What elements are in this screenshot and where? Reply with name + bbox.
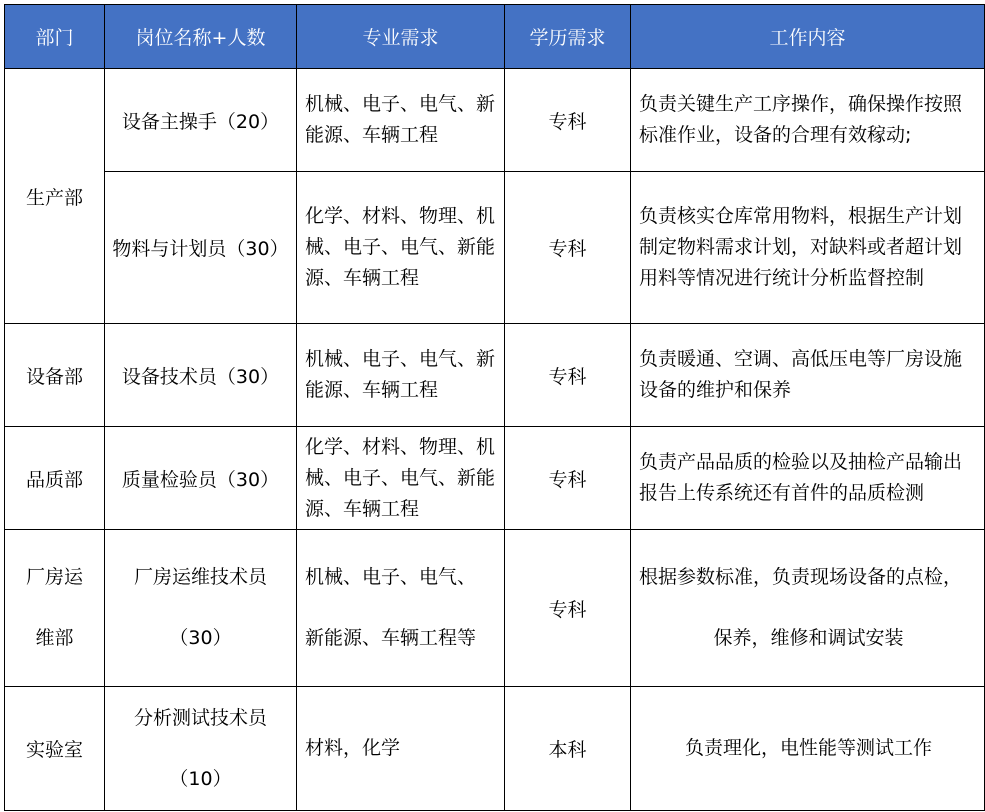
work-line: 根据参数标准，负责现场设备的点检， bbox=[639, 566, 963, 588]
table-row bbox=[5, 687, 985, 811]
table-row bbox=[5, 324, 985, 427]
recruitment-table bbox=[4, 4, 985, 811]
position-cell: 物料与计划员（30） bbox=[105, 172, 297, 324]
header-education: 学历需求 bbox=[505, 5, 631, 69]
header-row bbox=[5, 5, 985, 69]
education-cell: 专科 bbox=[505, 324, 631, 427]
position-cell: 设备主操手（20） bbox=[105, 69, 297, 172]
table-row bbox=[5, 427, 985, 530]
recruitment-table-wrapper bbox=[4, 4, 985, 811]
position-line: （30） bbox=[169, 627, 232, 649]
major-cell bbox=[297, 530, 505, 687]
department-line: 维部 bbox=[35, 627, 74, 649]
department-cell: 品质部 bbox=[5, 427, 105, 530]
department-cell: 实验室 bbox=[5, 687, 105, 811]
education-cell: 专科 bbox=[505, 172, 631, 324]
department-cell: 设备部 bbox=[5, 324, 105, 427]
header-major: 专业需求 bbox=[297, 5, 505, 69]
major-line: 新能源、车辆工程等 bbox=[305, 627, 477, 649]
department-line: 厂房运 bbox=[25, 566, 83, 588]
education-cell: 专科 bbox=[505, 69, 631, 172]
table-row bbox=[5, 172, 985, 324]
education-cell: 专科 bbox=[505, 427, 631, 530]
position-cell bbox=[105, 530, 297, 687]
position-cell: 设备技术员（30） bbox=[105, 324, 297, 427]
work-content-cell: 负责关键生产工序操作，确保操作按照标准作业，设备的合理有效稼动; bbox=[631, 69, 985, 172]
position-line: 厂房运维技术员 bbox=[133, 566, 267, 588]
education-cell: 本科 bbox=[505, 687, 631, 811]
work-content-cell: 负责理化，电性能等测试工作 bbox=[631, 687, 985, 811]
major-line: 机械、电子、电气、 bbox=[305, 566, 477, 588]
table-row bbox=[5, 530, 985, 687]
department-cell bbox=[5, 530, 105, 687]
position-cell: 质量检验员（30） bbox=[105, 427, 297, 530]
table-row bbox=[5, 69, 985, 172]
education-cell: 专科 bbox=[505, 530, 631, 687]
header-department: 部门 bbox=[5, 5, 105, 69]
work-content-cell: 负责暖通、空调、高低压电等厂房设施设备的维护和保养 bbox=[631, 324, 985, 427]
position-line: 分析测试技术员 bbox=[133, 706, 267, 729]
header-position: 岗位名称+人数 bbox=[105, 5, 297, 69]
position-line: （10） bbox=[169, 767, 232, 790]
work-line: 保养，维修和调试安装 bbox=[713, 627, 904, 649]
work-content-cell: 负责产品品质的检验以及抽检产品输出报告上传系统还有首件的品质检测 bbox=[631, 427, 985, 530]
major-cell: 化学、材料、物理、机械、电子、电气、新能源、车辆工程 bbox=[297, 427, 505, 530]
department-cell: 生产部 bbox=[5, 69, 105, 324]
header-work-content: 工作内容 bbox=[631, 5, 985, 69]
major-cell: 材料，化学 bbox=[297, 687, 505, 811]
position-cell bbox=[105, 687, 297, 811]
work-content-cell bbox=[631, 530, 985, 687]
major-cell: 化学、材料、物理、机械、电子、电气、新能源、车辆工程 bbox=[297, 172, 505, 324]
major-cell: 机械、电子、电气、新能源、车辆工程 bbox=[297, 69, 505, 172]
work-content-cell: 负责核实仓库常用物料，根据生产计划制定物料需求计划，对缺料或者超计划用料等情况进行统计分析监督控制 bbox=[631, 172, 985, 324]
major-cell: 机械、电子、电气、新能源、车辆工程 bbox=[297, 324, 505, 427]
